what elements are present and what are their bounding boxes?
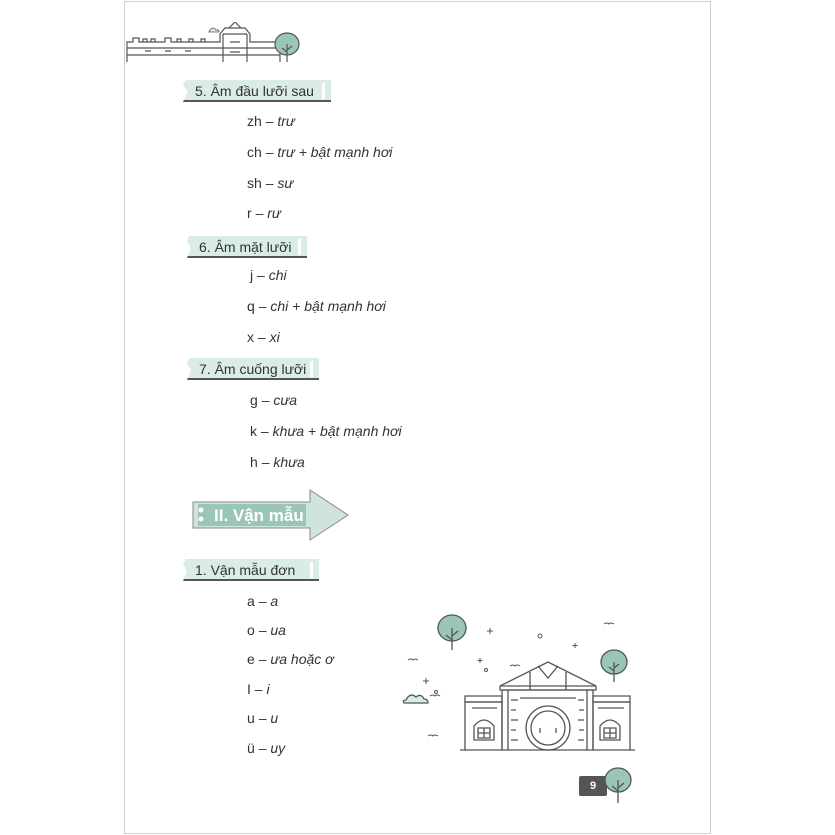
- list-item: r – rư: [247, 205, 281, 221]
- list-item: a – a: [247, 593, 279, 609]
- section-heading-6: 6. Âm mặt lưỡi: [187, 236, 307, 258]
- list-item: e – ưa hoặc ơ: [247, 651, 334, 667]
- gate-building-icon: [400, 608, 640, 758]
- list-item: k – khưa + bật mạnh hơi: [250, 423, 402, 439]
- list-item: g – cưa: [250, 392, 298, 408]
- list-item: I – i: [247, 681, 270, 697]
- list-item: h – khưa: [250, 454, 305, 470]
- list-item: j – chi: [250, 267, 287, 283]
- list-item: u – u: [247, 710, 279, 726]
- subsection-heading-1: 1. Vận mẫu đơn: [183, 559, 319, 581]
- section-heading-7: 7. Âm cuống lưỡi: [187, 358, 319, 380]
- list-item: zh – trư: [247, 113, 295, 129]
- list-item: ü – uy: [247, 740, 286, 756]
- page-number: 9: [579, 776, 607, 796]
- section-heading-5: 5. Âm đầu lưỡi sau: [183, 80, 331, 102]
- list-item: sh – sư: [247, 175, 294, 191]
- list-item: o – ua: [247, 622, 286, 638]
- great-wall-icon: [125, 22, 305, 67]
- section-title: II. Vận mẫu: [214, 506, 304, 525]
- tree-icon: [601, 766, 635, 804]
- list-item: ch – trư + bật mạnh hơi: [247, 144, 393, 160]
- list-item: x – xi: [247, 329, 280, 345]
- list-item: q – chi + bật mạnh hơi: [247, 298, 386, 314]
